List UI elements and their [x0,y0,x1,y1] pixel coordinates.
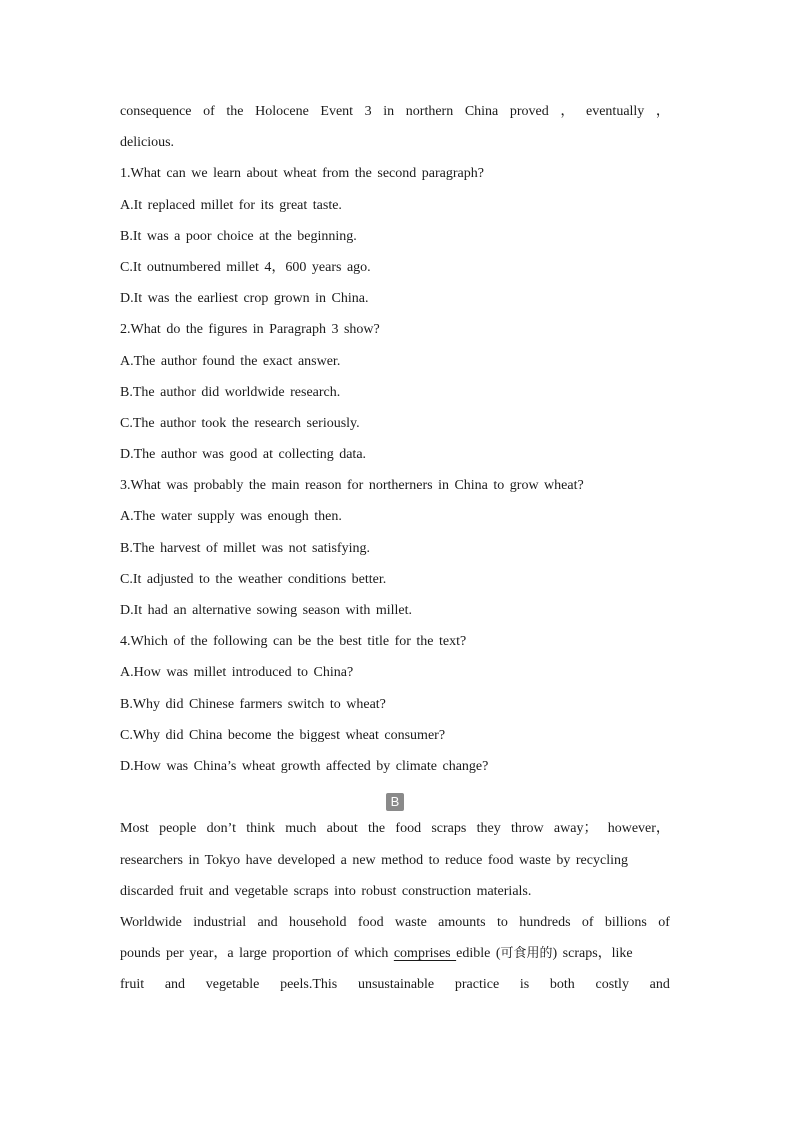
word: ， [560,104,575,119]
question-1-option-c: C.It outnumbered millet 4，600 years ago. [120,259,371,275]
question-4-option-b: B.Why did Chinese farmers switch to wheat? [120,696,386,712]
word: and [257,914,278,930]
word: unsustainable [357,977,435,993]
passage-a-line-2: delicious. [120,135,175,151]
question-2-option-a: A.The author found the exact answer. [120,353,341,369]
question-1-option-a: A.It replaced millet for its great taste. [120,197,342,213]
word: Most [120,821,149,837]
word: in [383,104,395,119]
word: costly [595,977,629,993]
question-2-stem: 2.What do the figures in Paragraph 3 show? [120,322,380,338]
text-segment: edible ( [456,946,501,962]
word: vegetable [205,977,260,993]
section-b-para-2-line-3 [120,973,670,1004]
word: consequence [120,104,192,119]
question-3-option-b: B.The harvest of millet was not satisfying. [120,540,370,556]
word: much [285,821,317,837]
word: ， [655,104,670,119]
chinese-gloss: 可食用的 [500,946,553,962]
word: and [164,977,186,993]
word: the [226,104,244,119]
text-segment: pounds per year，a large proportion of which [120,946,394,962]
question-2-option-b: B.The author did worldwide research. [120,384,341,400]
word: about [326,821,358,837]
word: amounts [438,914,486,930]
word: of [203,104,215,119]
word: Holocene [255,104,309,119]
word: China [464,104,499,119]
question-4-option-d: D.How was China’s wheat growth affected by climate change? [120,758,489,774]
word: eventually [586,104,645,119]
word: fruit [120,977,145,993]
question-2-option-d: D.The author was good at collecting data. [120,447,367,463]
word: think [246,821,276,837]
word: don’t [206,821,236,837]
question-4-option-c: C.Why did China become the biggest wheat consumer? [120,727,446,743]
question-4-option-a: A.How was millet introduced to China? [120,665,354,681]
question-4-stem: 4.Which of the following can be the best title for the text? [120,634,467,650]
word: northern [405,104,454,119]
section-b-para-2-line-2 [120,942,670,973]
word: throw [510,821,544,837]
word: people [159,821,197,837]
underlined-word: comprises [393,946,457,962]
word: they [476,821,501,837]
word: proved [509,104,549,119]
word: however， [607,821,670,837]
word: to [496,914,508,930]
word: peels.This [280,977,338,993]
section-b-marker-row [120,786,670,817]
word: hundreds [519,914,571,930]
word: of [581,914,594,930]
word: is [519,977,530,993]
word: practice [454,977,500,993]
document-page [120,100,670,1004]
passage-a-line-1 [120,100,670,131]
word: scraps [431,821,467,837]
word: Worldwide [120,914,182,930]
word: away； [553,821,598,837]
question-1-stem: 1.What can we learn about wheat from the second paragraph? [120,166,484,182]
word: household [289,914,347,930]
word: both [549,977,575,993]
section-b-para-1-line-3: discarded fruit and vegetable scraps into robust construction materials. [120,883,532,899]
question-3-option-d: D.It had an alternative sowing season with millet. [120,603,412,618]
word: the [368,821,386,837]
question-1-option-b: B.It was a poor choice at the beginning. [120,228,357,244]
word: of [658,914,670,930]
text-segment: ) scraps，like [552,946,633,962]
word: and [649,977,670,993]
section-b-para-2-line-1 [120,911,670,942]
word: food [357,914,384,930]
word: billions [604,914,647,930]
question-3-option-c: C.It adjusted to the weather conditions better. [120,571,387,587]
section-b-para-1-line-2: researchers in Tokyo have developed a new method to reduce food waste by recycling [120,852,628,868]
question-3-option-a: A.The water supply was enough then. [120,509,342,525]
section-b-badge: B [386,793,404,811]
question-1-option-d: D.It was the earliest crop grown in China. [120,291,369,307]
word: waste [394,914,427,930]
question-2-option-c: C.The author took the research seriously. [120,415,360,431]
word: 3 [364,104,372,119]
question-3-stem: 3.What was probably the main reason for northerners in China to grow wheat? [120,478,584,494]
section-b-para-1-line-1 [120,817,670,848]
word: Event [320,104,354,119]
word: food [395,821,422,837]
word: industrial [193,914,247,930]
